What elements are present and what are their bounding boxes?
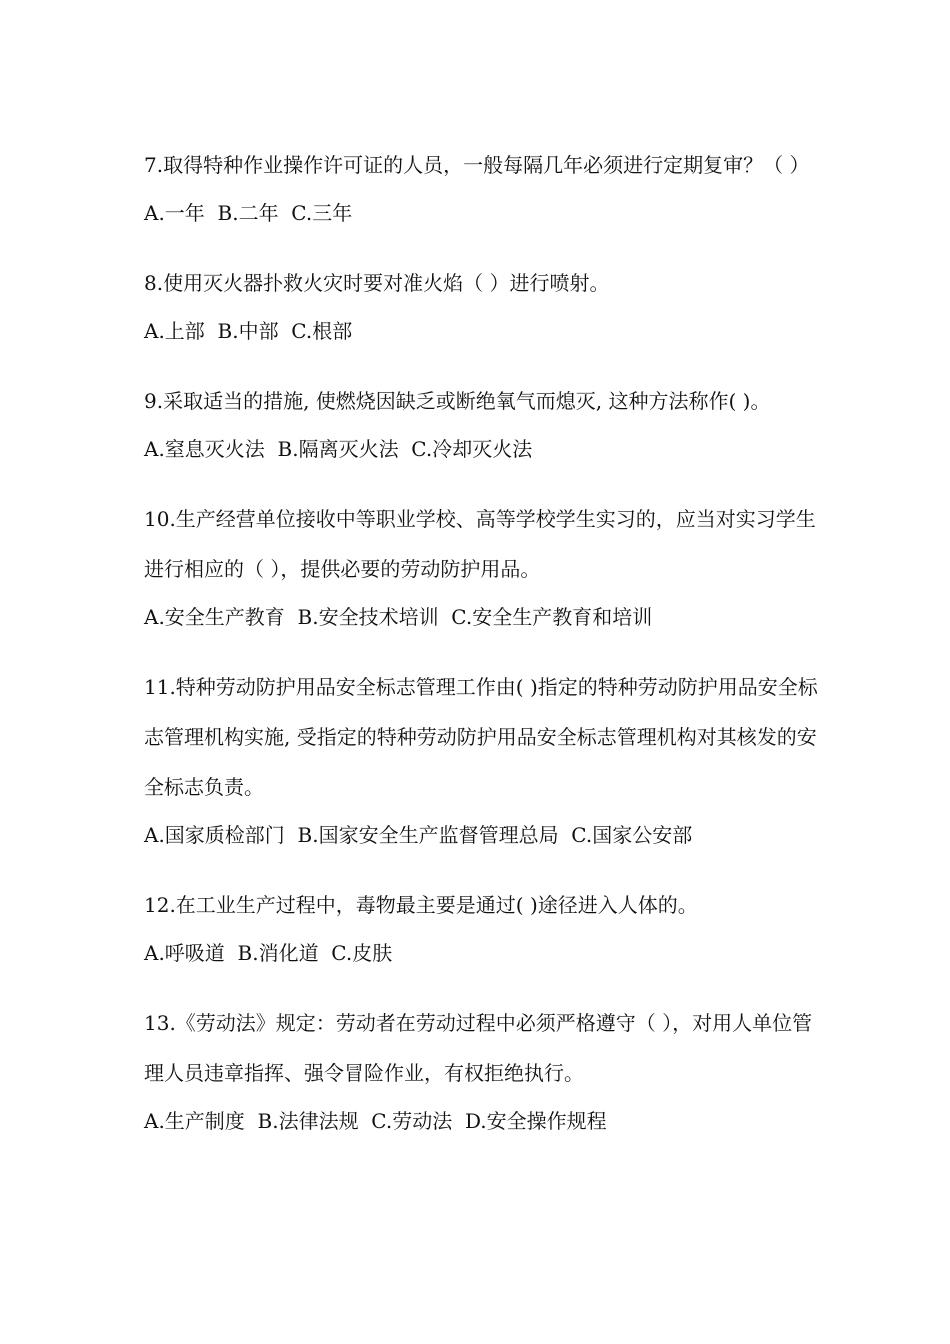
question-9 [144,376,824,474]
question-text: 10.生产经营单位接收中等职业学校、高等学校学生实习的，应当对实习学生进行相应的（ ），提供必要的劳动防护用品。 [144,507,816,581]
document-page [144,140,824,1166]
question-text: 7.取得特种作业操作许可证的人员，一般每隔几年必须进行定期复审？（ ） [144,153,810,177]
question-options: A.安全生产教育 B.安全技术培训 C.安全生产教育和培训 [144,605,653,629]
question-text: 12.在工业生产过程中，毒物最主要是通过( )途径进入人体的。 [144,893,698,917]
question-13 [144,998,824,1146]
question-options: A.生产制度 B.法律法规 C.劳动法 D.安全操作规程 [144,1109,607,1133]
question-options: A.窒息灭火法 B.隔离灭火法 C.冷却灭火法 [144,437,533,461]
question-7 [144,140,824,238]
question-text: 13.《劳动法》规定：劳动者在劳动过程中必须严格遵守（ ），对用人单位管理人员违章指挥、强令冒险作业，有权拒绝执行。 [144,1011,813,1085]
question-10 [144,494,824,642]
question-11 [144,662,824,860]
question-text: 9.采取适当的措施, 使燃烧因缺乏或断绝氧气而熄灭, 这种方法称作( )。 [144,389,771,413]
question-text: 11.特种劳动防护用品安全标志管理工作由( )指定的特种劳动防护用品安全标志管理机构实施, 受指定的特种劳动防护用品安全标志管理机构对其核发的安全标志负责。 [144,675,818,799]
question-options: A.一年 B.二年 C.三年 [144,201,353,225]
question-text: 8.使用灭火器扑救火灾时要对准火焰（ ）进行喷射。 [144,271,610,295]
question-options: A.国家质检部门 B.国家安全生产监督管理总局 C.国家公安部 [144,823,693,847]
question-options: A.上部 B.中部 C.根部 [144,319,353,343]
question-12 [144,880,824,978]
question-8 [144,258,824,356]
question-options: A.呼吸道 B.消化道 C.皮肤 [144,941,393,965]
